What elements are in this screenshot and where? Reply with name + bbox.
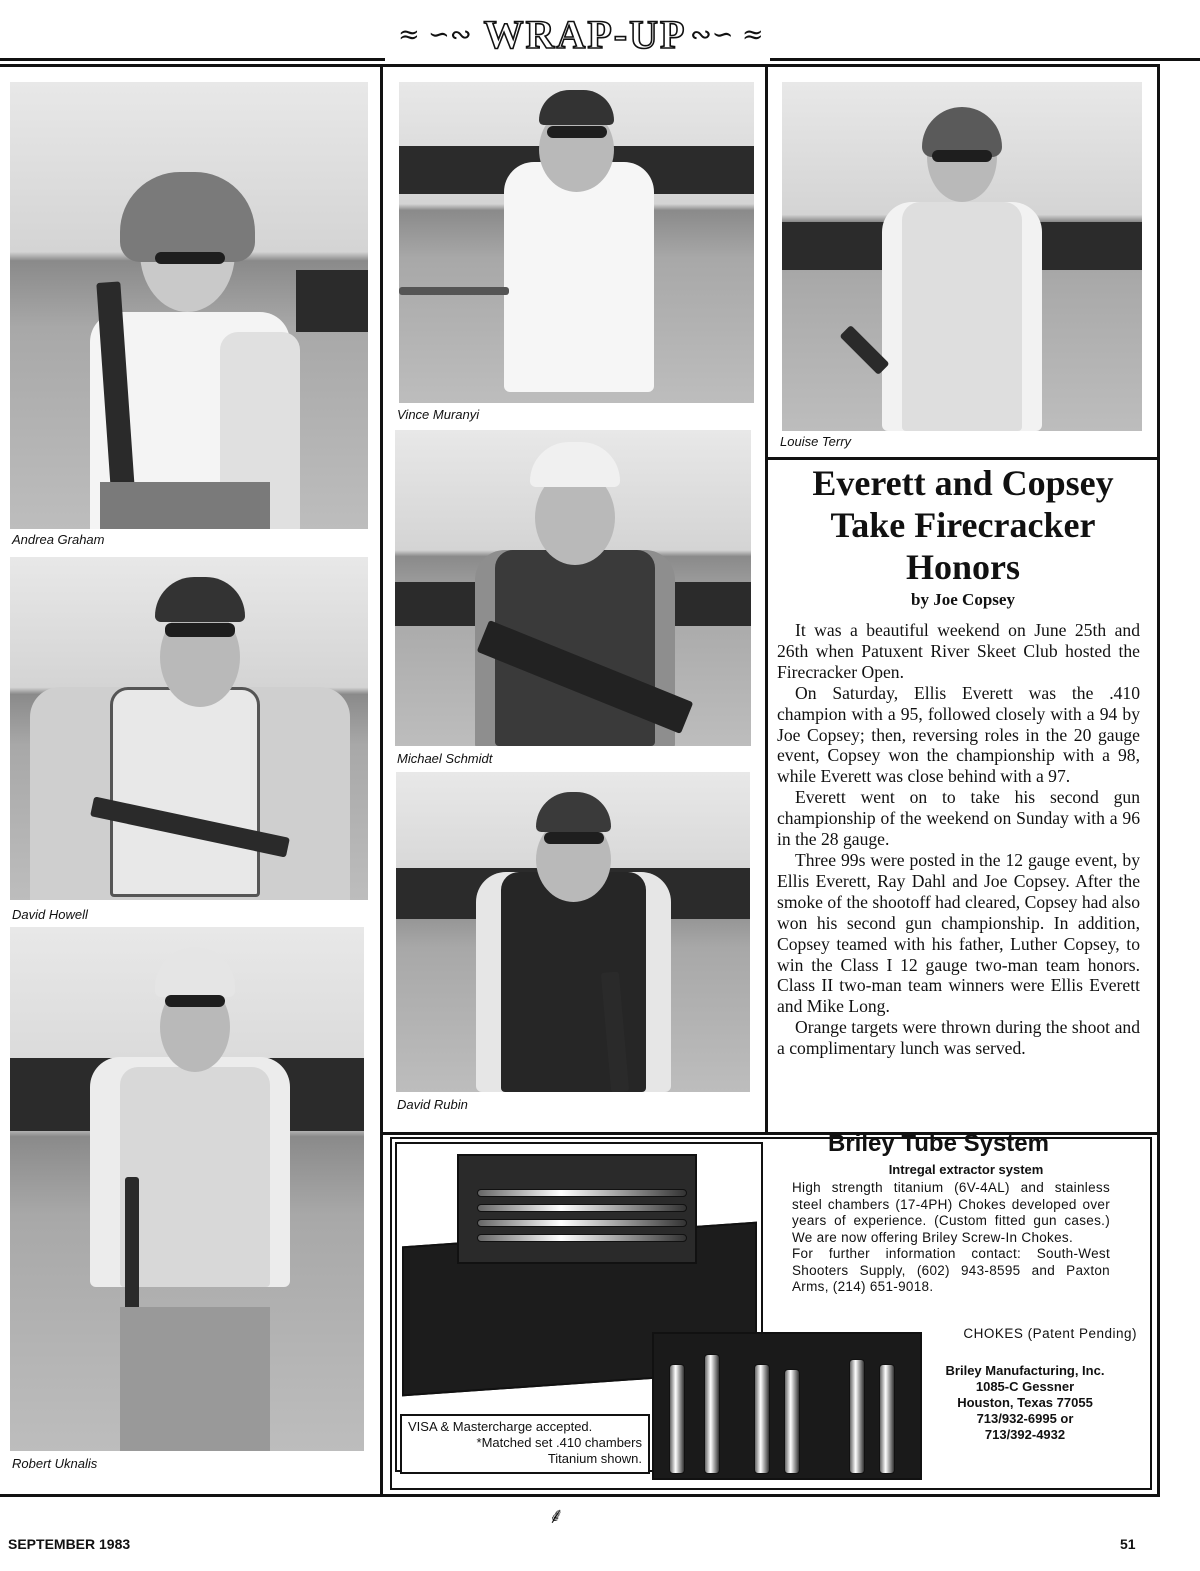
ad-title: Briley Tube System <box>828 1130 1049 1157</box>
ad-chokes-label: CHOKES (Patent Pending) <box>963 1326 1137 1341</box>
headline-line-2: Take Firecracker <box>830 505 1096 545</box>
ad-note-line-3: Titanium shown. <box>547 1451 642 1466</box>
article-body <box>777 620 1140 1059</box>
photo-david-rubin <box>396 772 750 1092</box>
ad-street: 1085-C Gessner <box>975 1379 1075 1394</box>
headline-line-1: Everett and Copsey <box>812 463 1114 503</box>
caption-robert-uknalis: Robert Uknalis <box>12 1456 98 1471</box>
footer-date: SEPTEMBER 1983 <box>8 1536 131 1552</box>
caption-david-howell: David Howell <box>12 907 88 922</box>
ad-note-line-1: VISA & Mastercharge accepted. <box>408 1419 593 1434</box>
page-number: 51 <box>1120 1536 1136 1552</box>
photo-robert-uknalis <box>10 927 364 1451</box>
right-flourish-icon: ∾∽ ≈ <box>690 20 764 50</box>
left-flourish-icon: ≈ ∽∾ <box>398 20 472 50</box>
ad-city: Houston, Texas 77055 <box>957 1395 1093 1410</box>
article-paragraph: It was a beautiful weekend on June 25th and 26th when Patuxent River Skeet Club hosted the Firecracker Open. <box>777 620 1140 682</box>
caption-david-rubin: David Rubin <box>397 1097 468 1112</box>
ad-contact-text: For further information contact: South-West Shooters Supply, (602) 943-8595 and Paxton Arms, (214) 651-9018. <box>792 1246 1110 1294</box>
article-paragraph: On Saturday, Ellis Everett was the .410 champion with a 95, followed closely with a 94 by Joe Copsey; then, reversing roles in the 20 gauge event, Copsey won the championship with a 98, while Everett was close behind with a 97. <box>777 682 1140 787</box>
ad-payment-note <box>400 1414 650 1474</box>
photo-louise-terry <box>782 82 1142 431</box>
caption-andrea-graham: Andrea Graham <box>12 532 105 547</box>
caption-michael-schmidt: Michael Schmidt <box>397 751 493 766</box>
header-rule-left <box>0 58 385 61</box>
caption-vince-muranyi: Vince Muranyi <box>397 407 480 422</box>
ad-body <box>792 1180 1110 1296</box>
article-paragraph: Everett went on to take his second gun championship of the weekend on Sunday with a 96 in the 28 gauge. <box>777 787 1140 850</box>
photo-andrea-graham <box>10 82 368 529</box>
ad-phone-1: 713/932-6995 or <box>976 1411 1074 1426</box>
ad-note-line-2: *Matched set .410 chambers <box>476 1435 642 1450</box>
ad-company: Briley Manufacturing, Inc. <box>945 1363 1105 1378</box>
ad-chokes-photo <box>652 1332 922 1480</box>
section-title-text: WRAP-UP <box>483 11 687 57</box>
ad-phone-2: 713/392-4932 <box>984 1427 1066 1442</box>
photo-david-howell <box>10 557 368 900</box>
caption-louise-terry: Louise Terry <box>780 434 852 449</box>
article-byline: by Joe Copsey <box>911 590 1015 609</box>
article-paragraph: Orange targets were thrown during the shoot and a complimentary lunch was served. <box>777 1017 1140 1059</box>
photo-michael-schmidt <box>395 430 751 746</box>
footer-ornament-icon: ⸙ <box>548 1503 565 1528</box>
page-header <box>0 0 1200 64</box>
article-paragraph: Three 99s were posted in the 12 gauge event, by Ellis Everett, Ray Dahl and Joe Copsey. After the smoke of the shootoff had cleared, Copsey had also won his second gun championship. In addition, Copsey teamed with his father, Luther Copsey, to win the Class I 12 gauge two-man team honors. Class II two-man team winners were Ellis Everett and Mike Long. <box>777 849 1140 1017</box>
header-rule-right <box>770 58 1200 61</box>
photo-vince-muranyi <box>399 82 754 403</box>
ad-body-text: High strength titanium (6V-4AL) and stainless steel chambers (17-4PH) Chokes developed over years of experience. (Custom fitted gun cases.) We are now offering Briley Screw-In Chokes. <box>792 1180 1110 1245</box>
headline-line-3: Honors <box>905 547 1020 587</box>
ad-subtitle: Intregal extractor system <box>888 1162 1044 1177</box>
ad-address <box>925 1363 1125 1443</box>
article-headline <box>770 462 1156 588</box>
